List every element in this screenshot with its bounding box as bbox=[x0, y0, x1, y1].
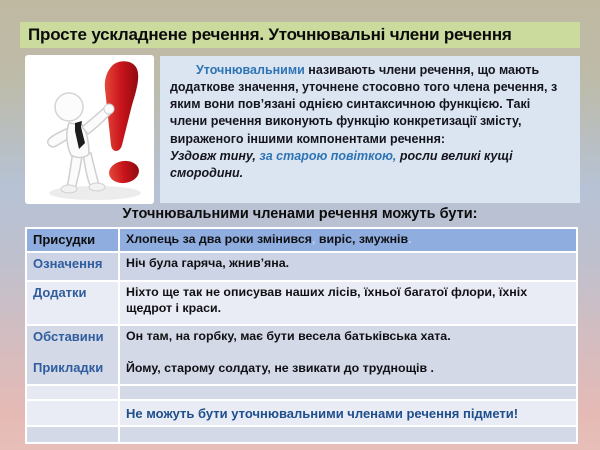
table-term-dodatky: Додатки bbox=[27, 282, 118, 324]
highlighted-period: . bbox=[408, 232, 412, 246]
table-sentence-oznachennia: Ніч була гаряча, жнив’яна. bbox=[120, 253, 576, 280]
empty-cell bbox=[27, 401, 118, 425]
sentence-text: виріс, змужнів bbox=[315, 232, 409, 246]
definition-paragraph bbox=[170, 62, 570, 148]
empty-cell bbox=[27, 427, 118, 442]
example-part-1: Уздовж тину, bbox=[170, 148, 260, 163]
example-sentence bbox=[170, 148, 570, 182]
empty-cell bbox=[120, 427, 576, 442]
table-sentence-obstavyny: Он там, на горбку, має бути весела батьківська хата. bbox=[126, 329, 451, 343]
table-sentences-obstavyny-prykladky bbox=[120, 326, 576, 384]
table-term-prykladky: Прикладки bbox=[33, 360, 104, 375]
definition-keyword: Уточнювальними bbox=[196, 63, 305, 77]
table-note: Не можуть бути уточнювальними членами речення підмети! bbox=[120, 401, 576, 425]
empty-cell bbox=[27, 386, 118, 399]
definition-panel bbox=[160, 56, 580, 203]
table-term-oznachennia: Означення bbox=[27, 253, 118, 280]
slide-title-bar bbox=[20, 22, 580, 48]
highlighted-comma: , bbox=[311, 232, 316, 246]
sentence-text: Хлопець за два роки змінився bbox=[126, 232, 312, 246]
slide-title: Просте ускладнене речення. Уточнювальні члени речення bbox=[28, 25, 512, 44]
table-caption: Уточнювальними членами речення можуть бути: bbox=[122, 206, 478, 222]
empty-cell bbox=[120, 386, 576, 399]
table-term-obstavyny: Обставини bbox=[33, 329, 104, 344]
definition-body: називають члени речення, що мають додаткове значення, уточнене стосовно того члена речення, з яким вони пов’язані однією синтаксичною функцією. Такі члени речення виконують функцію конкретизації змісту, вираженого іншими компонентами речення: bbox=[170, 63, 558, 146]
exclamation-figure-icon bbox=[25, 55, 154, 204]
example-part-2: росли великі кущі смородини. bbox=[170, 148, 513, 180]
table-sentence-dodatky: Ніхто ще так не описував наших лісів, їхньої багатої флори, їхніх щедрот і краси. bbox=[120, 282, 576, 324]
table-sentence-prykladky: Йому, старому солдату, не звикати до труднощів . bbox=[126, 360, 434, 375]
table-sentence-prysudky bbox=[120, 229, 576, 251]
table-term-obstavyny-prykladky bbox=[27, 326, 118, 384]
clarifying-members-table bbox=[25, 227, 578, 444]
illustration-exclamation-figure bbox=[25, 55, 154, 204]
example-clarifying-phrase: за старою повіткою, bbox=[259, 148, 400, 163]
table-term-prysudky: Присудки bbox=[27, 229, 118, 251]
